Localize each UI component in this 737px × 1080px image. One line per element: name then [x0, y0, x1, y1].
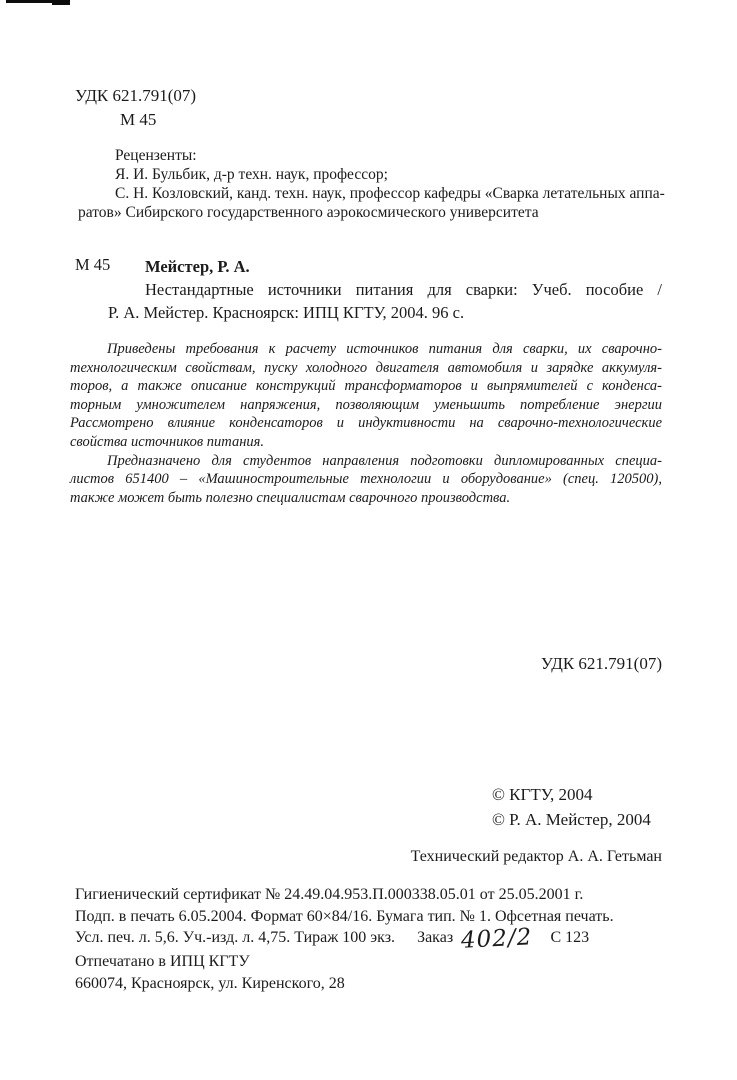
technical-editor-line: Технический редактор А. А. Гетьман [410, 848, 662, 865]
order-code: С 123 [550, 929, 590, 946]
copyright-block [492, 782, 651, 832]
classification-code: М 45 [120, 110, 157, 129]
annotation-line: торным умножителем напряжения, позволяющим уменьшить потребление энергии [70, 396, 662, 413]
certificate-line: Гигиенический сертификат № 24.49.04.953.П.000338.05.01 от 25.05.2001 г. [75, 886, 584, 903]
reviewer-line-3: ратов» Сибирского государственного аэрокосмического университета [78, 204, 539, 221]
order-label: Заказ [417, 929, 454, 946]
printed-at-line: Отпечатано в ИПЦ КГТУ [75, 953, 250, 970]
catalog-author: Мейстер, Р. А. [145, 257, 250, 276]
print-info-line: Подп. в печать 6.05.2004. Формат 60×84/16. Бумага тип. № 1. Офсетная печать. [75, 907, 614, 925]
annotation-line: свойства источников питания. [70, 433, 265, 450]
annotation-line: также может быть полезно специалистам сварочного производства. [70, 489, 511, 506]
volume-info: Усл. печ. л. 5,6. Уч.-изд. л. 4,75. Тираж 100 экз. [75, 929, 396, 946]
reviewer-line-1: Я. И. Бульбик, д-р техн. наук, профессор; [115, 166, 388, 183]
catalog-title-line-1: Нестандартные источники питания для сварки: Учеб. пособие / [145, 280, 662, 299]
copyright-publisher: © КГТУ, 2004 [492, 785, 593, 804]
annotation-line: Рассмотрено влияние конденсаторов и индуктивности на сварочно-технологические [70, 415, 662, 432]
catalog-title-line-2: Р. А. Мейстер. Красноярск: ИПЦ КГТУ, 2004. 96 с. [108, 303, 465, 322]
udk-block [75, 84, 196, 132]
reviewers-heading: Рецензенты: [115, 147, 197, 164]
address-line: 660074, Красноярск, ул. Киренского, 28 [75, 974, 345, 992]
annotation-line: торов, а также описание конструкций трансформаторов и выпрямителей с конденса- [70, 378, 662, 395]
catalog-entry-block [108, 255, 662, 324]
catalog-code: М 45 [75, 255, 111, 274]
order-number-handwritten: 402/2 [460, 924, 534, 954]
annotation-line: листов 651400 – «Машиностроительные технологии и оборудование» (спец. 120500), [70, 471, 662, 488]
annotation-line: технологическим свойствам, пуску холодного двигателя автомобиля и зарядке аккумуля- [70, 359, 662, 376]
annotation-block [70, 340, 662, 507]
imprint-block [75, 884, 685, 994]
udk-code: УДК 621.791(07) [75, 86, 197, 105]
annotation-line: Предназначено для студентов направления подготовки дипломированных специа- [107, 452, 662, 469]
udk-code-bottom: УДК 621.791(07) [540, 654, 662, 673]
copyright-author: © Р. А. Мейстер, 2004 [492, 810, 651, 829]
annotation-line: Приведены требования к расчету источников питания для сварки, их сварочно- [107, 341, 662, 357]
scan-artifact-nub [52, 0, 70, 5]
reviewers-block [78, 146, 665, 222]
volume-order-line [75, 924, 685, 954]
reviewer-line-2: С. Н. Козловский, канд. техн. наук, профессор кафедры «Сварка летательных аппа- [115, 185, 665, 202]
